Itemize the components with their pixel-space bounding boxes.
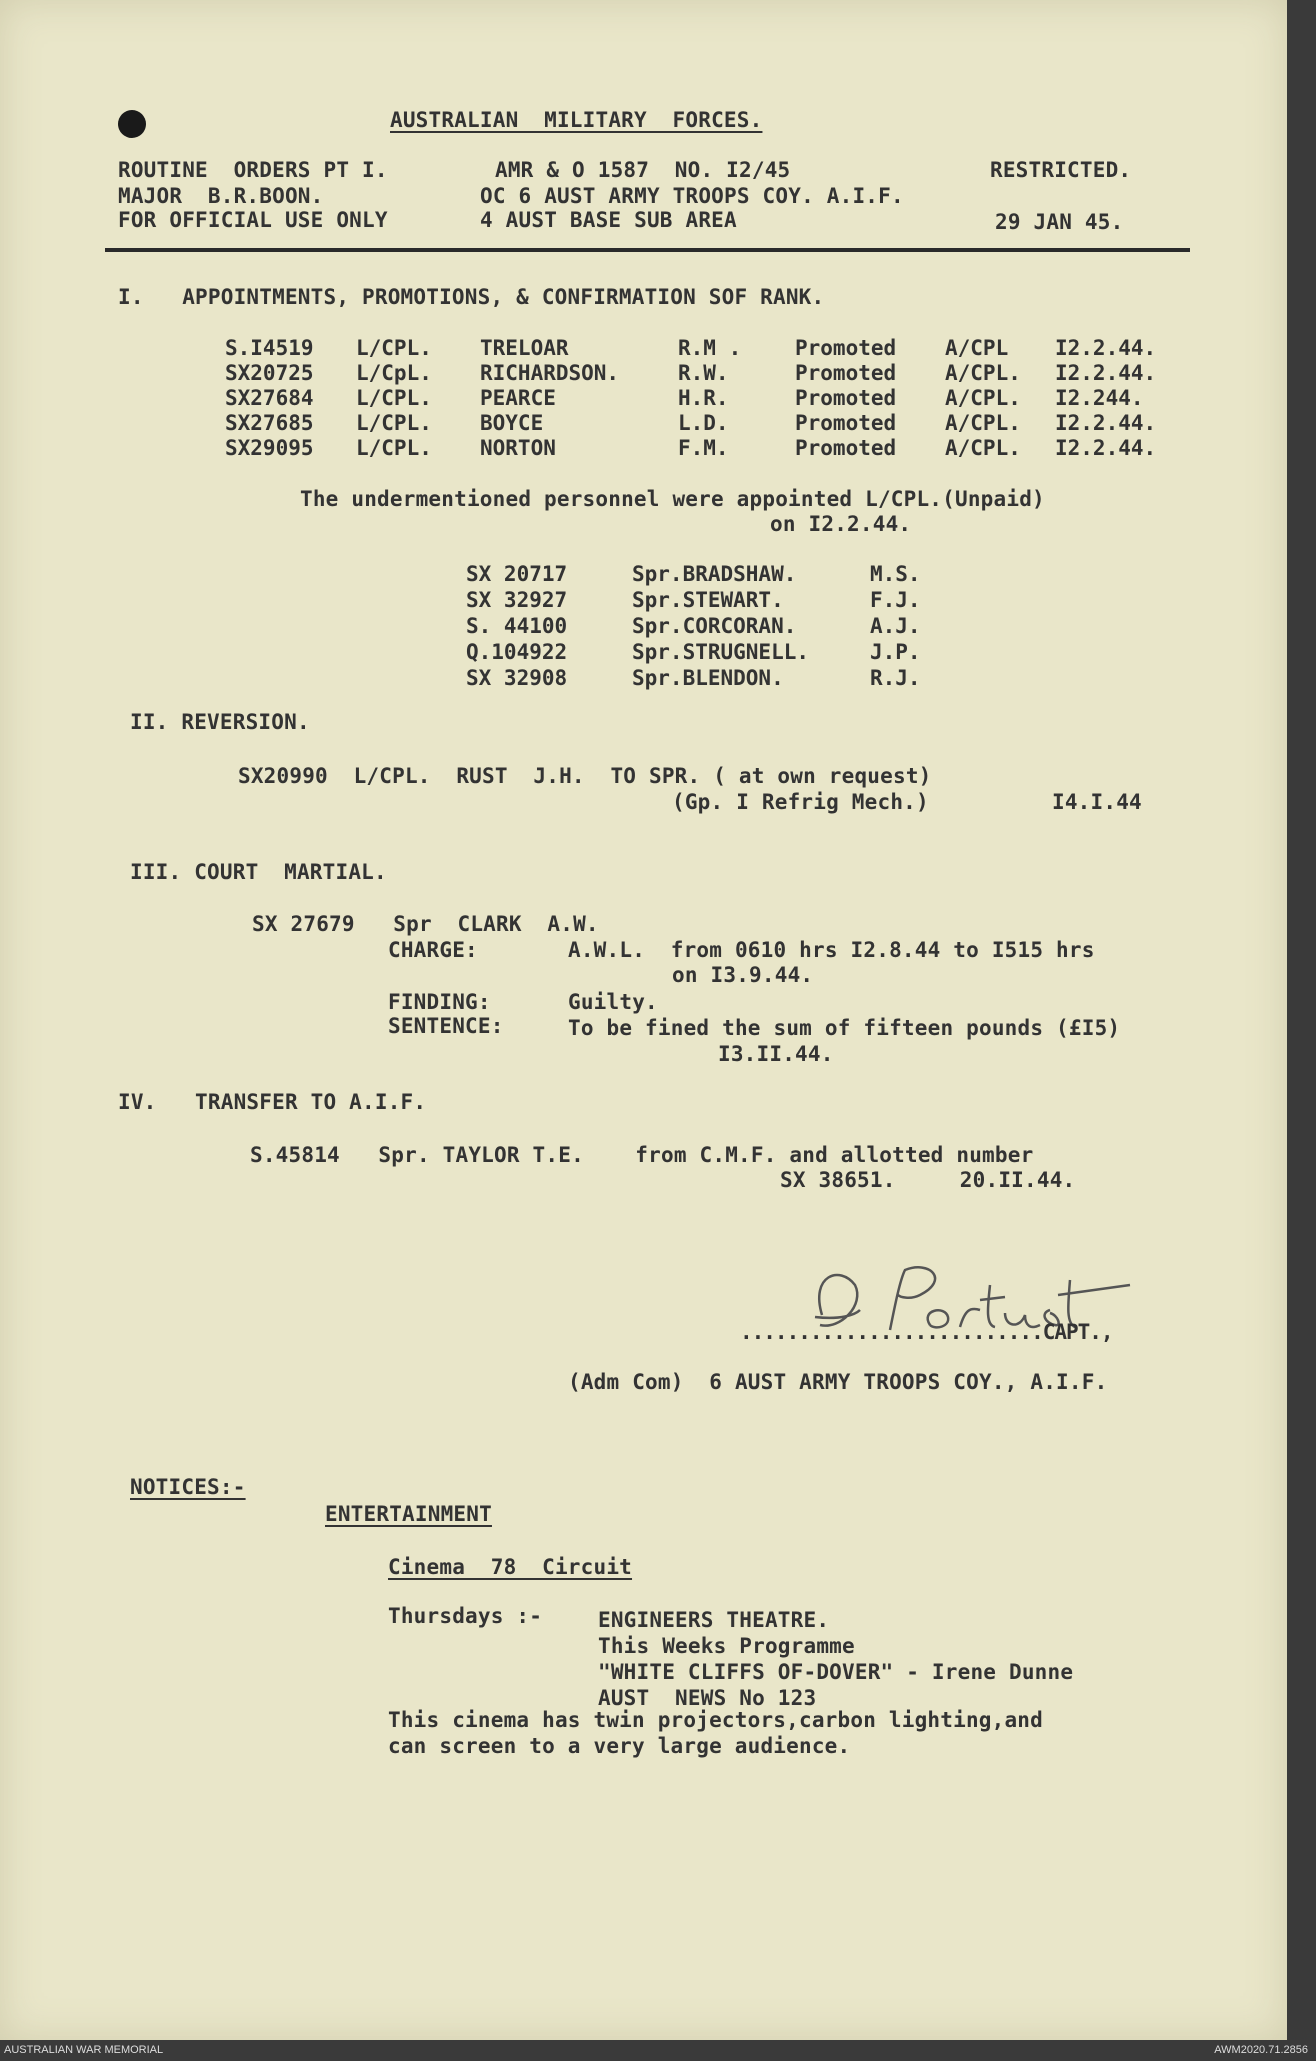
appointed-row [0,562,1200,588]
header-area: 4 AUST BASE SUB AREA [480,208,737,232]
venue: ENGINEERS THEATRE. [598,1608,830,1632]
promotion-action: Promoted [795,336,897,360]
finding-label: FINDING: [388,990,491,1014]
promotion-init: R.M . [678,336,742,360]
appointed-init: F.J. [870,588,921,612]
appointed-row [0,640,1200,666]
cinema-description-2: can screen to a very large audience. [388,1734,851,1758]
appointed-name: Spr.BLENDON. [632,666,784,690]
promotion-rank: L/CPL. [356,411,432,435]
promotion-name: RICHARDSON. [480,361,620,385]
appointed-no: SX 20717 [466,562,568,586]
document-title: AUSTRALIAN MILITARY FORCES. [390,108,763,132]
promotion-no: S.I4519 [225,336,314,360]
promotion-name: NORTON [480,436,556,460]
sentence-date: I3.II.44. [718,1042,834,1066]
promotion-row [0,386,1200,412]
promotion-name: BOYCE [480,411,544,435]
header-unit: OC 6 AUST ARMY TROOPS COY. A.I.F. [480,184,904,208]
promotion-no: SX27684 [225,386,314,410]
promotion-action: Promoted [795,361,897,385]
promotion-date: I2.2.44. [1055,436,1157,460]
promotion-row [0,411,1200,437]
entertainment-heading: ENTERTAINMENT [325,1502,492,1526]
cinema-heading: Cinema 78 Circuit [388,1555,633,1579]
notices-heading: NOTICES:- [130,1475,246,1499]
promotion-new-rank: A/CPL. [945,436,1021,460]
promotion-date: I2.2.44. [1055,411,1157,435]
section-4-heading: IV. TRANSFER TO A.I.F. [118,1090,427,1114]
section-1-heading: I. APPOINTMENTS, PROMOTIONS, & CONFIRMATION SOF RANK. [118,285,825,309]
section-2-heading: II. REVERSION. [130,710,310,734]
header-date: 29 JAN 45. [995,210,1124,234]
promotion-row [0,336,1200,362]
appointed-text: The undermentioned personnel were appointed L/CPL.(Unpaid) [300,487,1045,511]
transfer-number: SX 38651. 20.II.44. [780,1168,1076,1192]
appointed-init: A.J. [870,614,921,638]
section-3-heading: III. COURT MARTIAL. [130,860,387,884]
promotion-date: I2.2.44. [1055,361,1157,385]
appointed-row [0,666,1200,692]
promotion-rank: L/CPL. [356,436,432,460]
signatory-unit: (Adm Com) 6 AUST ARMY TROOPS COY., A.I.F. [568,1370,1108,1394]
promotion-action: Promoted [795,411,897,435]
promotion-date: I2.2.44. [1055,336,1157,360]
promotion-init: R.W. [678,361,729,385]
header-usage: FOR OFFICIAL USE ONLY [118,208,388,232]
appointed-date: on I2.2.44. [770,512,912,536]
promotion-new-rank: A/CPL. [945,411,1021,435]
sentence-label: SENTENCE: [388,1014,504,1038]
promotion-init: H.R. [678,386,729,410]
punch-hole [118,110,146,138]
finding-text: Guilty. [568,990,658,1014]
appointed-init: M.S. [870,562,921,586]
promotion-no: SX29095 [225,436,314,460]
promotion-name: PEARCE [480,386,556,410]
handwritten-signature [800,1255,1140,1365]
promotion-rank: L/CpL. [356,361,432,385]
promotion-date: I2.244. [1055,386,1144,410]
header-order-number: AMR & O 1587 NO. I2/45 [495,158,791,182]
appointed-name: Spr.CORCORAN. [632,614,797,638]
promotion-action: Promoted [795,436,897,460]
promotion-new-rank: A/CPL. [945,386,1021,410]
promotion-init: L.D. [678,411,729,435]
promotion-name: TRELOAR [480,336,569,360]
reversion-date: I4.I.44 [1052,790,1142,814]
appointed-name: Spr.BRADSHAW. [632,562,797,586]
reversion-note: (Gp. I Refrig Mech.) [672,790,929,814]
transfer-line: S.45814 Spr. TAYLOR T.E. from C.M.F. and allotted number [250,1143,1034,1167]
header-orders: ROUTINE ORDERS PT I. [118,158,388,182]
promotion-new-rank: A/CPL. [945,361,1021,385]
film-title: "WHITE CLIFFS OF-DOVER" - Irene Dunne [598,1660,1074,1684]
appointed-no: SX 32908 [466,666,568,690]
archive-name: AUSTRALIAN WAR MEMORIAL [4,2044,164,2056]
header-rule [105,248,1190,252]
promotion-no: SX27685 [225,411,314,435]
promotion-row [0,436,1200,462]
thursdays-label: Thursdays :- [388,1604,543,1628]
header-classification: RESTRICTED. [990,158,1132,182]
header-officer: MAJOR B.R.BOON. [118,184,324,208]
appointed-name: Spr.STEWART. [632,588,784,612]
signature-line: ..........................CAPT., [740,1320,1113,1344]
appointed-init: J.P. [870,640,921,664]
archive-footer [0,2040,1316,2061]
promotion-rank: L/CPL. [356,336,432,360]
promotion-action: Promoted [795,386,897,410]
appointed-row [0,614,1200,640]
appointed-no: S. 44100 [466,614,568,638]
court-martial-accused: SX 27679 Spr CLARK A.W. [252,912,599,936]
programme-label: This Weeks Programme [598,1634,855,1658]
archive-reference: AWM2020.71.2856 [1214,2044,1308,2056]
appointed-init: R.J. [870,666,921,690]
appointed-row [0,588,1200,614]
appointed-no: SX 32927 [466,588,568,612]
promotion-init: F.M. [678,436,729,460]
appointed-name: Spr.STRUGNELL. [632,640,810,664]
reversion-line: SX20990 L/CPL. RUST J.H. TO SPR. ( at own request) [238,764,932,788]
charge-date: on I3.9.44. [672,963,814,987]
promotion-no: SX20725 [225,361,314,385]
sentence-text: To be fined the sum of fifteen pounds (£I5) [568,1016,1121,1040]
charge-text: A.W.L. from 0610 hrs I2.8.44 to I515 hrs [568,938,1095,962]
cinema-description-1: This cinema has twin projectors,carbon lighting,and [388,1708,1043,1732]
charge-label: CHARGE: [388,938,478,962]
promotion-new-rank: A/CPL [945,336,1009,360]
appointed-no: Q.104922 [466,640,568,664]
newsreel: AUST NEWS No 123 [598,1686,817,1710]
promotion-row [0,361,1200,387]
promotion-rank: L/CPL. [356,386,432,410]
